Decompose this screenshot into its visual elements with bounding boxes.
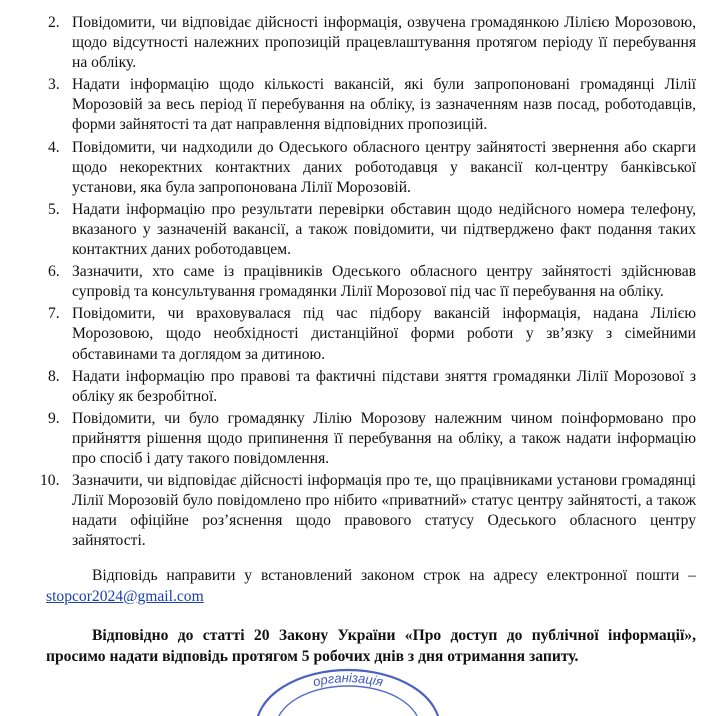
item-text: Надати інформацію про правові та фактичні підстави зняття громадянки Лілії Морозової з обліку як безробітної. — [72, 367, 696, 405]
request-item-9 — [46, 409, 696, 469]
request-item-10 — [40, 471, 696, 551]
item-text: Зазначити, чи відповідає дійсності інформація про те, що працівниками установи громадянці Лілії Морозовій було повідомлено про нібито «приватний» статус центру зайнятості, а також надати офіційне роз’яснення щодо правового статусу Одеського обласного центру зайнятості. — [72, 472, 696, 550]
item-text: Надати інформацію щодо кількості вакансій, які були запропоновані громадянці Лілії Морозовій за весь період її перебування на обліку, із зазначенням назв посад, роботодавців, форми зайнятості та дат направлення відповідних пропозицій. — [72, 76, 696, 134]
email-link[interactable]: stopcor2024@gmail.com — [46, 587, 204, 605]
answer-text: Відповідь направити у встановлений законом строк на адресу електронної пошти – — [92, 567, 696, 584]
item-number: 6. — [48, 263, 60, 281]
answer-paragraph — [46, 566, 696, 607]
organization-stamp — [248, 656, 448, 716]
request-item-4 — [46, 138, 696, 198]
item-text: Зазначити, хто саме із працівників Одеського обласного центру зайнятості здійснював супровід та консультування громадянки Лілії Морозової під час її перебування на обліку. — [72, 263, 696, 301]
item-number: 3. — [48, 76, 60, 94]
request-item-7 — [46, 304, 696, 364]
request-list — [40, 13, 696, 553]
stamp-text: організація — [311, 670, 385, 690]
item-number: 10. — [40, 472, 60, 490]
request-item-8 — [46, 367, 696, 407]
item-number: 5. — [48, 200, 60, 218]
item-number: 2. — [48, 14, 60, 31]
request-item-6 — [46, 262, 696, 302]
item-number: 7. — [48, 305, 60, 323]
item-text: Повідомити, чи було громадянку Лілію Морозову належним чином поінформовано про прийняття рішення щодо припинення її перебування на обліку, а також надати інформацію про спосіб і дату такого повідомлення. — [72, 409, 696, 467]
item-text: Повідомити, чи враховувалася під час підбору вакансій інформація, надана Лілією Морозовою, щодо необхідності дистанційної форми роботи у зв’язку з сімейними обставинами та доглядом за дитиною. — [72, 305, 696, 363]
request-item-5 — [46, 200, 696, 260]
item-number: 4. — [48, 138, 60, 156]
item-number: 8. — [48, 367, 60, 385]
request-item-3 — [46, 75, 696, 135]
closing-paragraph: Відповідно до статті 20 Закону України «Про доступ до публічної інформації», просимо надати відповідь протягом 5 робочих днів з дня отримання запиту. — [46, 627, 696, 665]
item-text: Повідомити, чи відповідає дійсності інформація, озвучена громадянкою Лілією Морозовою, щодо відсутності належних пропозицій працевлаштування протягом періоду її перебування на обліку. — [72, 14, 696, 72]
item-text: Надати інформацію про результати перевірки обставин щодо недійсного номера телефону, вказаного у зазначеній вакансії, а також повідомити, чи підтверджено факт подання таких контактних даних роботодавцем. — [72, 200, 696, 259]
item-text: Повідомити, чи надходили до Одеського обласного центру зайнятості звернення або скарги щодо некоректних контактних даних роботодавця у вакансії кол-центру банківської установи, яка була запропонована Лілії Морозовій. — [72, 138, 696, 196]
item-number: 9. — [48, 409, 60, 427]
request-item-2 — [46, 13, 696, 73]
